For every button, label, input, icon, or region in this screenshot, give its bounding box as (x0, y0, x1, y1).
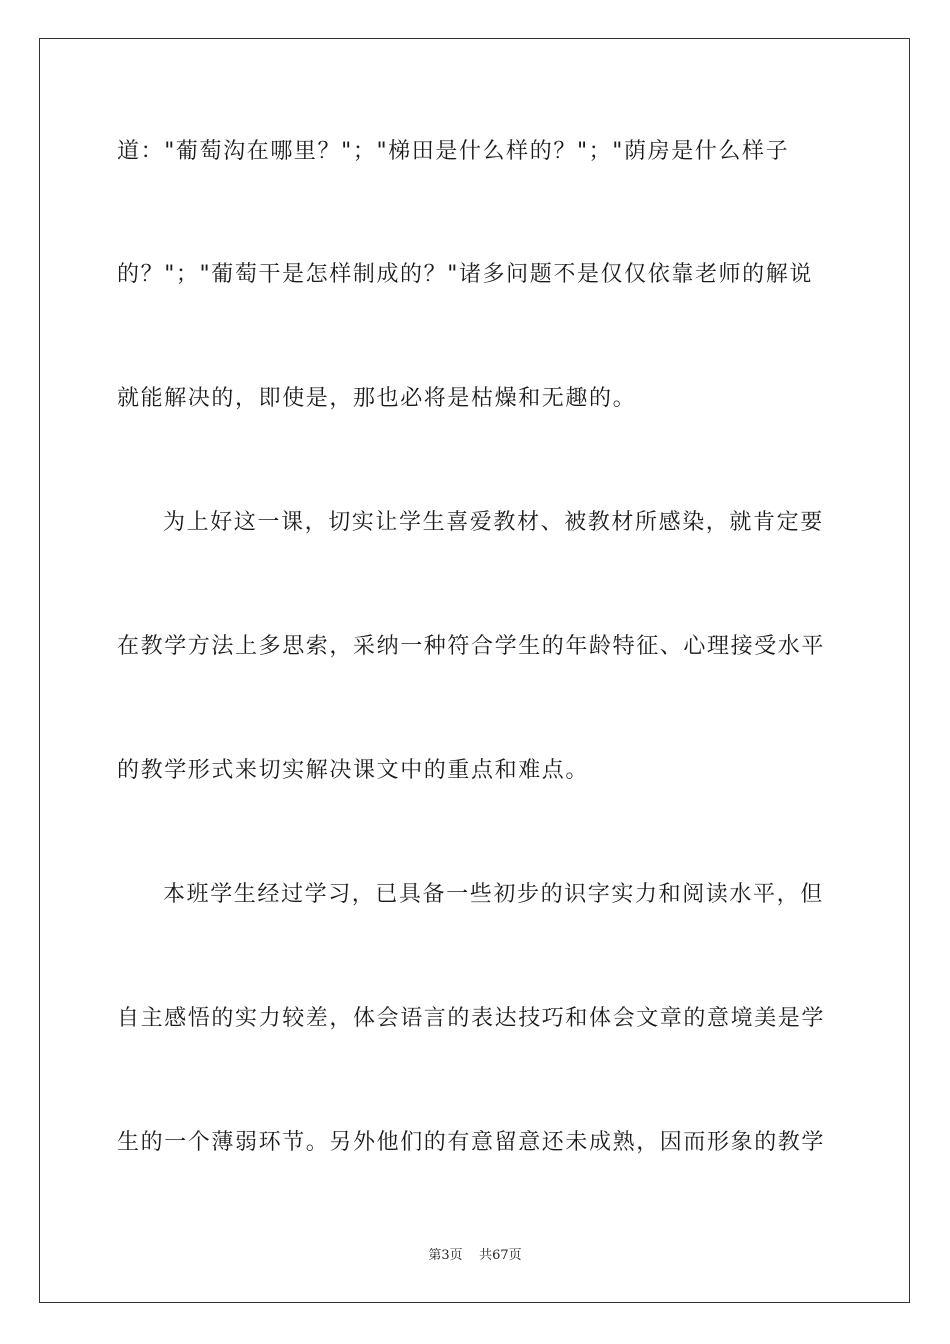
text-line-9: 生的一个薄弱环节。另外他们的有意留意还未成熟，因而形象的教学 (117, 1130, 826, 1155)
text-line-5: 在教学方法上多思索，采纳一种符合学生的年龄特征、心理接受水平 (117, 634, 826, 659)
page-total: 共67页 (479, 1248, 522, 1263)
text-line-2: 的？"；"葡萄干是怎样制成的？"诸多问题不是仅仅依靠老师的解说 (117, 262, 813, 287)
text-line-8: 自主感悟的实力较差，体会语言的表达技巧和体会文章的意境美是学 (117, 1006, 826, 1031)
text-line-4: 为上好这一课，切实让学生喜爱教材、被教材所感染，就肯定要 (163, 510, 824, 535)
text-line-6: 的教学形式来切实解决课文中的重点和难点。 (117, 758, 590, 783)
text-line-3: 就能解决的，即使是，那也必将是枯燥和无趣的。 (117, 386, 637, 411)
text-line-7: 本班学生经过学习，已具备一些初步的识字实力和阅读水平，但 (163, 882, 824, 907)
page-footer (0, 1247, 950, 1265)
page-border (39, 38, 910, 1303)
page-number: 第3页 (428, 1248, 463, 1263)
text-line-1: 道："葡萄沟在哪里？"；"梯田是什么样的？"；"荫房是什么样子 (117, 139, 790, 164)
